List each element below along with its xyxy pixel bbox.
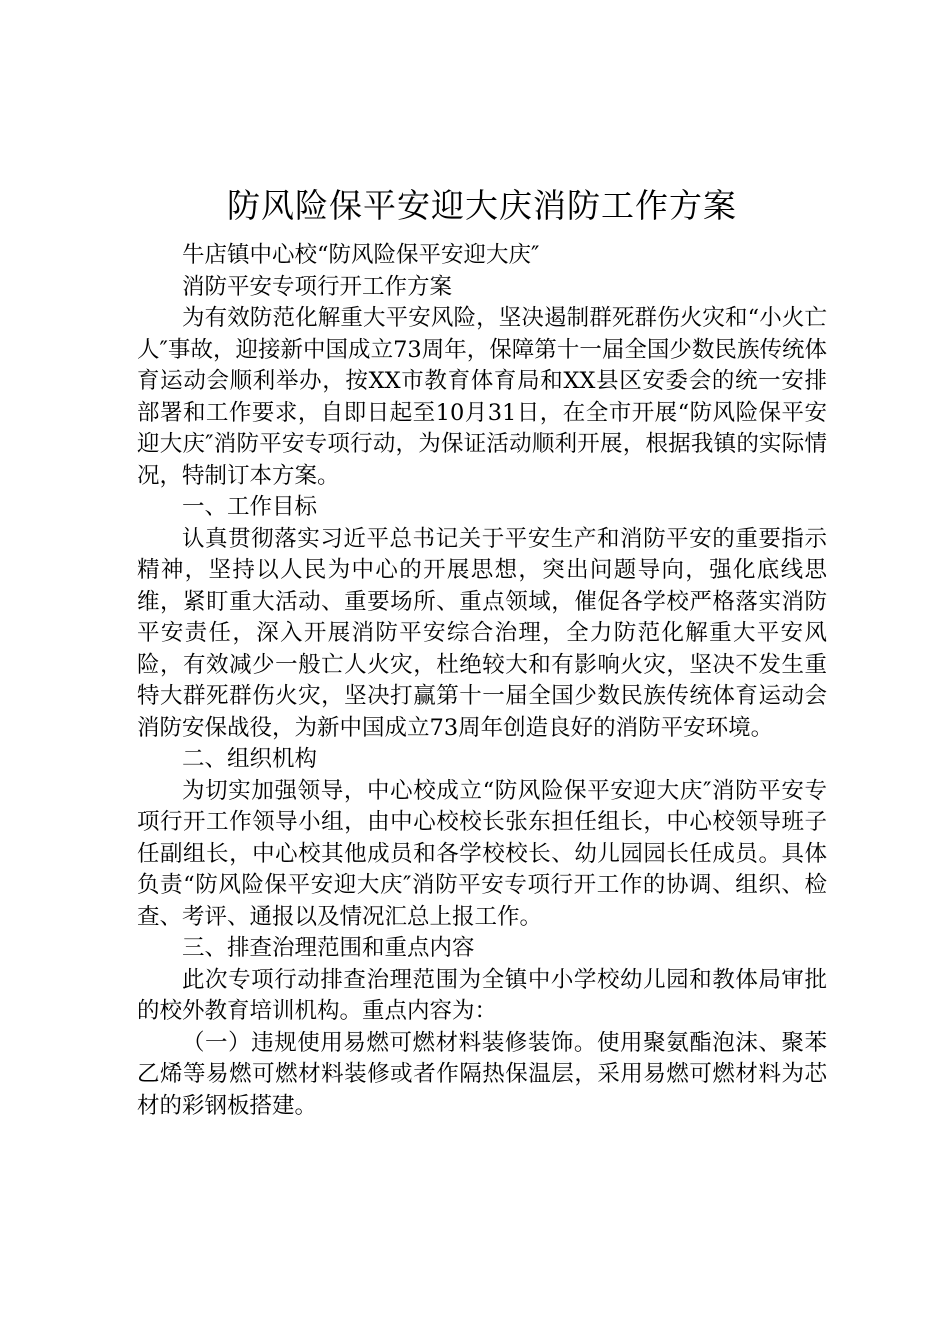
work-goals-paragraph: 认真贯彻落实习近平总书记关于平安生产和消防平安的重要指示精神，坚持以人民为中心的开展思想，突出问题导向，强化底线思维，紧盯重大活动、重要场所、重点领域，催促各学校严格落实消防平安责任，深入开展消防平安综合治理，全力防范化解重大平安风险，有效减少一般亡人火灾，杜绝较大和有影响火灾，坚决不发生重特大群死群伤火灾，坚决打赢第十一届全国少数民族传统体育运动会消防安保战役，为新中国成立73周年创造良好的消防平安环境。 [137, 525, 827, 741]
section-heading-scope: 三、排查治理范围和重点内容 [182, 935, 475, 961]
document-title: 防风险保平安迎大庆消防工作方案 [227, 186, 737, 225]
section-heading-organization: 二、组织机构 [182, 746, 318, 772]
doc-subtitle-line-2: 消防平安专项行开工作方案 [182, 273, 453, 300]
section-heading-work-goals: 一、工作目标 [182, 494, 318, 520]
intro-paragraph: 为有效防范化解重大平安风险，坚决遏制群死群伤火灾和“小火亡人″事故，迎接新中国成立73周年，保障第十一届全国少数民族传统体育运动会顺利举办，按XX市教育体育局和XX县区安委会的统一安排部署和工作要求，自即日起至10月31日，在全市开展“防风险保平安迎大庆″消防平安专项行动，为保证活动顺利开展，根据我镇的实际情况，特制订本方案。 [137, 305, 827, 489]
doc-subtitle-line-1: 牛店镇中心校“防风险保平安迎大庆″ [182, 242, 540, 268]
scope-paragraph: 此次专项行动排查治理范围为全镇中小学校幼儿园和教体局审批的校外教育培训机构。重点内容为： [137, 966, 827, 1024]
document-page [137, 180, 827, 1122]
scope-item-1-paragraph: （一）违规使用易燃可燃材料装修装饰。使用聚氨酯泡沫、聚苯乙烯等易燃可燃材料装修或者作隔热保温层，采用易燃可燃材料为芯材的彩钢板搭建。 [137, 1029, 827, 1119]
organization-paragraph: 为切实加强领导，中心校成立“防风险保平安迎大庆″消防平安专项行开工作领导小组，由中心校校长张东担任组长，中心校领导班子任副组长，中心校其他成员和各学校校长、幼儿园园长任成员。具体负责“防风险保平安迎大庆″消防平安专项行开工作的协调、组织、检查、考评、通报以及情况汇总上报工作。 [137, 777, 827, 930]
